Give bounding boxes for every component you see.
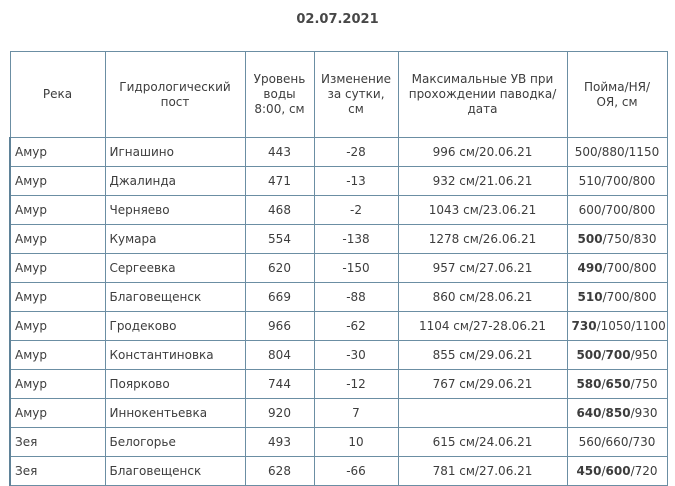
mark-value: 700 — [605, 174, 629, 188]
post-cell: Белогорье — [105, 428, 245, 457]
table-body — [10, 138, 667, 486]
marks-separator: / — [624, 145, 629, 159]
max-level-cell: 932 см/21.06.21 — [398, 167, 567, 196]
change-cell: -66 — [314, 457, 398, 486]
river-cell: Амур — [10, 283, 105, 312]
change-cell: 7 — [314, 399, 398, 428]
marks-separator: / — [602, 290, 607, 304]
mark-value: 580 — [576, 377, 602, 391]
marks-cell — [567, 167, 667, 196]
mark-value: 490 — [577, 261, 603, 275]
marks-cell — [567, 254, 667, 283]
mark-value: 1100 — [635, 319, 666, 333]
change-cell: -30 — [314, 341, 398, 370]
table-row — [10, 370, 667, 399]
river-cell: Зея — [10, 428, 105, 457]
mark-value: 700 — [606, 290, 630, 304]
level-cell: 468 — [245, 196, 314, 225]
marks-separator: / — [601, 435, 606, 449]
mark-value: 700 — [605, 203, 629, 217]
mark-value: 800 — [632, 203, 656, 217]
marks-separator: / — [631, 319, 636, 333]
mark-value: 700 — [605, 348, 631, 362]
marks-separator: / — [628, 174, 633, 188]
mark-value: 800 — [633, 290, 657, 304]
mark-value: 500 — [574, 145, 598, 159]
river-cell: Зея — [10, 457, 105, 486]
max-level-cell: 615 см/24.06.21 — [398, 428, 567, 457]
mark-value: 800 — [633, 261, 657, 275]
mark-value: 560 — [578, 435, 602, 449]
table-row — [10, 138, 667, 167]
header-marks: Пойма/НЯ/ ОЯ, см — [567, 52, 667, 138]
marks-separator: / — [602, 232, 607, 246]
mark-value: 700 — [606, 261, 630, 275]
mark-value: 750 — [634, 377, 658, 391]
mark-value: 750 — [606, 232, 630, 246]
marks-cell — [567, 283, 667, 312]
change-cell: -138 — [314, 225, 398, 254]
table-row — [10, 167, 667, 196]
table-row — [10, 312, 667, 341]
level-cell: 443 — [245, 138, 314, 167]
marks-separator: / — [596, 319, 601, 333]
change-cell: -2 — [314, 196, 398, 225]
mark-value: 950 — [634, 348, 658, 362]
marks-separator: / — [630, 464, 635, 478]
marks-cell — [567, 196, 667, 225]
page-title: 02.07.2021 — [296, 12, 379, 27]
marks-cell — [567, 341, 667, 370]
marks-cell — [567, 312, 667, 341]
post-cell: Благовещенск — [105, 457, 245, 486]
table-row — [10, 283, 667, 312]
max-level-cell: 1104 см/27-28.06.21 — [398, 312, 567, 341]
marks-cell — [567, 457, 667, 486]
mark-value: 510 — [577, 290, 603, 304]
change-cell: -13 — [314, 167, 398, 196]
header-river: Река — [10, 52, 105, 138]
post-cell: Благовещенск — [105, 283, 245, 312]
level-cell: 920 — [245, 399, 314, 428]
change-cell: 10 — [314, 428, 398, 457]
max-level-cell: 957 см/27.06.21 — [398, 254, 567, 283]
mark-value: 450 — [576, 464, 602, 478]
river-cell: Амур — [10, 196, 105, 225]
river-cell: Амур — [10, 312, 105, 341]
river-cell: Амур — [10, 341, 105, 370]
marks-cell — [567, 428, 667, 457]
table-row — [10, 399, 667, 428]
marks-separator: / — [601, 377, 606, 391]
marks-separator: / — [601, 406, 606, 420]
level-cell: 471 — [245, 167, 314, 196]
change-cell: -28 — [314, 138, 398, 167]
level-cell: 620 — [245, 254, 314, 283]
marks-cell — [567, 370, 667, 399]
max-level-cell: 1278 см/26.06.21 — [398, 225, 567, 254]
level-cell: 554 — [245, 225, 314, 254]
post-cell: Игнашино — [105, 138, 245, 167]
marks-separator: / — [628, 203, 633, 217]
post-cell: Джалинда — [105, 167, 245, 196]
mark-value: 510 — [578, 174, 602, 188]
mark-value: 500 — [577, 232, 603, 246]
level-cell: 669 — [245, 283, 314, 312]
water-level-table — [9, 51, 668, 486]
table-row — [10, 457, 667, 486]
table-row — [10, 341, 667, 370]
marks-separator: / — [630, 377, 635, 391]
mark-value: 800 — [632, 174, 656, 188]
change-cell: -12 — [314, 370, 398, 399]
marks-separator: / — [629, 261, 634, 275]
post-cell: Константиновка — [105, 341, 245, 370]
mark-value: 730 — [632, 435, 656, 449]
post-cell: Гродеково — [105, 312, 245, 341]
max-level-cell: 1043 см/23.06.21 — [398, 196, 567, 225]
marks-separator: / — [630, 348, 635, 362]
change-cell: -88 — [314, 283, 398, 312]
post-cell: Иннокентьевка — [105, 399, 245, 428]
marks-separator: / — [602, 261, 607, 275]
mark-value: 880 — [601, 145, 625, 159]
header-post: Гидрологический пост — [105, 52, 245, 138]
marks-separator: / — [597, 145, 602, 159]
header-level: Уровень воды 8:00, см — [245, 52, 314, 138]
table-row — [10, 196, 667, 225]
table-row — [10, 428, 667, 457]
table-row — [10, 254, 667, 283]
post-cell: Сергеевка — [105, 254, 245, 283]
mark-value: 650 — [605, 377, 631, 391]
marks-separator: / — [601, 174, 606, 188]
river-cell: Амур — [10, 254, 105, 283]
mark-value: 640 — [576, 406, 602, 420]
header-change: Изменение за сутки, см — [314, 52, 398, 138]
mark-value: 930 — [634, 406, 658, 420]
level-cell: 628 — [245, 457, 314, 486]
river-cell: Амур — [10, 167, 105, 196]
marks-separator: / — [628, 435, 633, 449]
marks-separator: / — [629, 232, 634, 246]
max-level-cell: 781 см/27.06.21 — [398, 457, 567, 486]
level-cell: 744 — [245, 370, 314, 399]
river-cell: Амур — [10, 370, 105, 399]
change-cell: -150 — [314, 254, 398, 283]
table-row — [10, 225, 667, 254]
change-cell: -62 — [314, 312, 398, 341]
post-cell: Поярково — [105, 370, 245, 399]
marks-separator: / — [601, 203, 606, 217]
marks-cell — [567, 138, 667, 167]
level-cell: 966 — [245, 312, 314, 341]
river-cell: Амур — [10, 225, 105, 254]
max-level-cell: 860 см/28.06.21 — [398, 283, 567, 312]
marks-separator: / — [601, 348, 606, 362]
marks-separator: / — [630, 406, 635, 420]
mark-value: 850 — [605, 406, 631, 420]
mark-value: 1050 — [600, 319, 632, 333]
mark-value: 1150 — [628, 145, 660, 159]
max-level-cell: 996 см/20.06.21 — [398, 138, 567, 167]
table-header-row — [10, 52, 667, 138]
marks-cell — [567, 225, 667, 254]
mark-value: 500 — [576, 348, 602, 362]
marks-separator: / — [601, 464, 606, 478]
marks-cell — [567, 399, 667, 428]
mark-value: 830 — [633, 232, 657, 246]
level-cell: 804 — [245, 341, 314, 370]
post-cell: Кумара — [105, 225, 245, 254]
river-cell: Амур — [10, 399, 105, 428]
marks-separator: / — [629, 290, 634, 304]
mark-value: 730 — [571, 319, 597, 333]
max-level-cell — [398, 399, 567, 428]
header-max-level: Максимальные УВ при прохождении паводка/ дата — [398, 52, 567, 138]
mark-value: 660 — [605, 435, 629, 449]
mark-value: 600 — [605, 464, 631, 478]
max-level-cell: 767 см/29.06.21 — [398, 370, 567, 399]
max-level-cell: 855 см/29.06.21 — [398, 341, 567, 370]
river-cell: Амур — [10, 138, 105, 167]
post-cell: Черняево — [105, 196, 245, 225]
level-cell: 493 — [245, 428, 314, 457]
mark-value: 600 — [578, 203, 602, 217]
mark-value: 720 — [634, 464, 658, 478]
